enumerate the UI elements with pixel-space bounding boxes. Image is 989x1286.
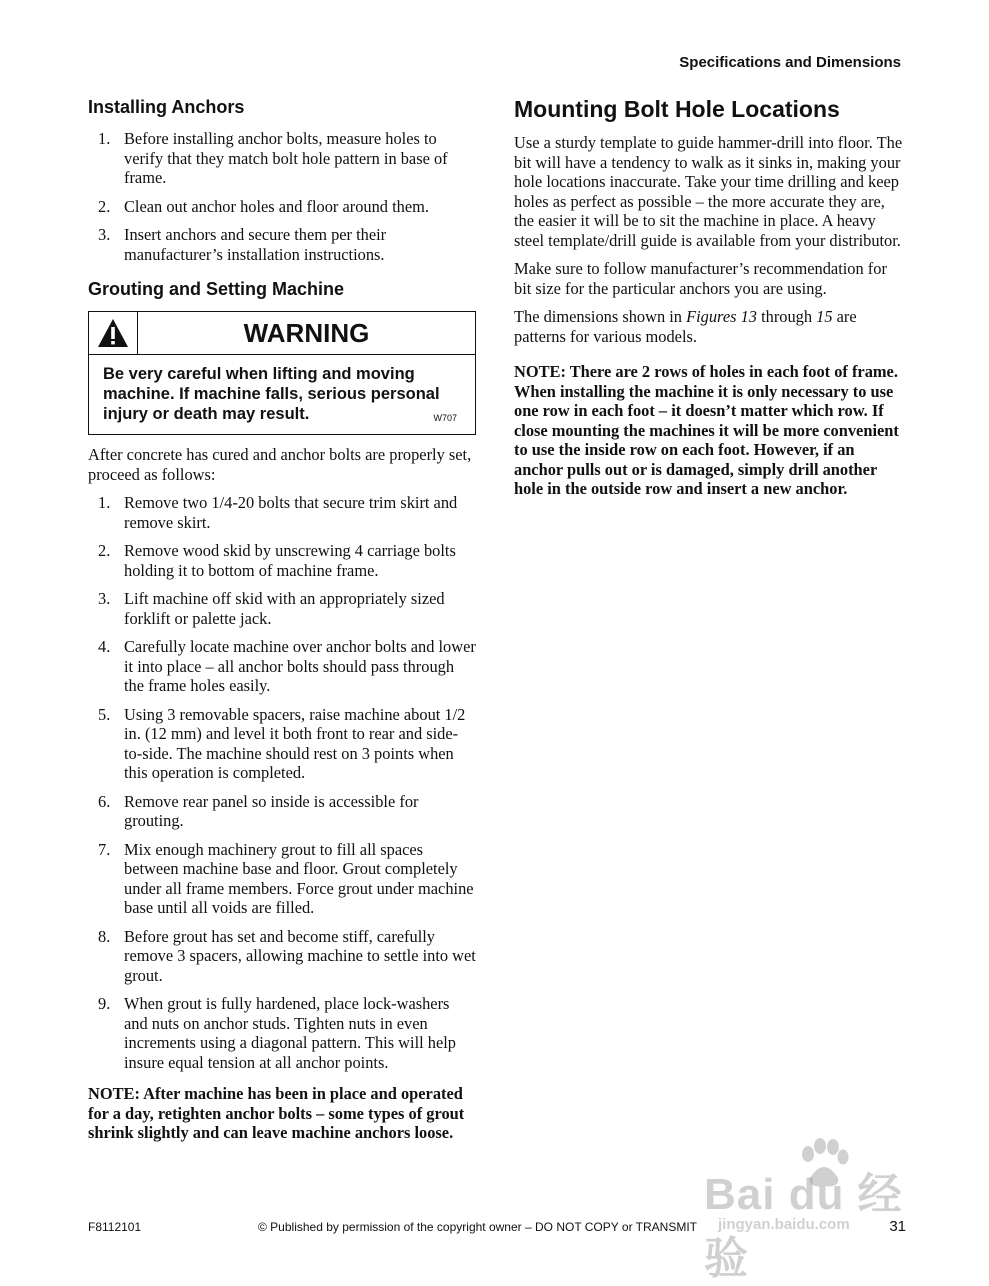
list-number: 6. bbox=[98, 791, 111, 811]
installing-anchors-heading: Installing Anchors bbox=[88, 97, 245, 117]
warning-body bbox=[89, 355, 475, 434]
list-number: 4. bbox=[98, 637, 111, 656]
list-text: Remove rear panel so inside is accessible for grouting. bbox=[124, 791, 419, 830]
mounting-para-1: Use a sturdy template to guide hammer-drill into floor. The bit will have a tendency to walk as it sinks in, making your hole locations inaccurate. Take your time drilling and keep holes as perfect as possible – the more accurate they are, the easier it will be to sit the machine in place. A heavy steel template/drill guide is available from your distributor. bbox=[514, 133, 903, 250]
list-item bbox=[88, 705, 476, 783]
list-text: Remove wood skid by unscrewing 4 carriage bolts holding it to bottom of machine frame. bbox=[124, 541, 456, 580]
para3-suffix: are patterns for various models. bbox=[514, 307, 857, 346]
figure-ref-15: 15 bbox=[816, 307, 833, 326]
watermark bbox=[704, 1138, 944, 1283]
warning-triangle-icon bbox=[96, 317, 130, 349]
grouting-steps-list bbox=[88, 493, 476, 1072]
mounting-heading: Mounting Bolt Hole Locations bbox=[514, 96, 840, 122]
list-number: 9. bbox=[98, 994, 111, 1013]
list-item bbox=[88, 840, 476, 918]
running-header: Specifications and Dimensions bbox=[679, 54, 901, 71]
warning-title: WARNING bbox=[243, 318, 370, 348]
right-column bbox=[514, 94, 906, 499]
page-number: 31 bbox=[889, 1218, 906, 1235]
mounting-para-3 bbox=[514, 307, 906, 346]
copyright-notice: © Published by permission of the copyright owner – DO NOT COPY or TRANSMIT bbox=[258, 1220, 698, 1234]
list-number: 1. bbox=[98, 129, 111, 148]
list-item bbox=[88, 197, 476, 217]
grouting-intro: After concrete has cured and anchor bolts are properly set, proceed as follows: bbox=[88, 445, 472, 484]
grouting-note: NOTE: After machine has been in place and operated for a day, retighten anchor bolts – some types of grout shrink slightly and can leave machine anchors loose. bbox=[88, 1084, 465, 1142]
list-item bbox=[88, 792, 476, 831]
watermark-url: jingyan.baidu.com bbox=[718, 1216, 850, 1233]
document-code: F8112101 bbox=[88, 1220, 142, 1234]
list-item bbox=[88, 225, 476, 264]
warning-code: W707 bbox=[433, 413, 457, 423]
warning-box bbox=[88, 311, 476, 435]
list-text: When grout is fully hardened, place lock-washers and nuts on anchor studs. Tighten nuts in even increments using a diagonal pattern. This will help insure equal tension at all anchor points. bbox=[124, 994, 456, 1072]
list-item bbox=[88, 994, 476, 1072]
list-number: 5. bbox=[98, 704, 111, 724]
warning-header bbox=[89, 312, 475, 355]
list-item bbox=[88, 927, 476, 986]
figure-ref-13: Figures 13 bbox=[686, 307, 757, 326]
list-text: Lift machine off skid with an appropriately sized forklift or palette jack. bbox=[124, 589, 445, 628]
list-number: 2. bbox=[98, 541, 111, 560]
list-text: Before installing anchor bolts, measure holes to verify that they match bolt hole pattern in base of frame. bbox=[124, 129, 448, 187]
list-text: Clean out anchor holes and floor around them. bbox=[124, 196, 429, 216]
list-number: 7. bbox=[98, 839, 111, 859]
warning-text: Be very careful when lifting and moving machine. If machine falls, serious personal injury or death may result. bbox=[103, 365, 440, 423]
installing-anchors-list bbox=[88, 129, 476, 264]
list-text: Carefully locate machine over anchor bolts and lower it into place – all anchor bolts should pass through the frame holes easily. bbox=[124, 637, 476, 695]
list-number: 2. bbox=[98, 196, 111, 216]
list-item bbox=[88, 541, 476, 580]
list-number: 8. bbox=[98, 926, 111, 946]
para3-prefix: The dimensions shown in bbox=[514, 307, 687, 326]
list-text: Using 3 removable spacers, raise machine about 1/2 in. (12 mm) and level it both front to rear and side-to-side. The machine should rest on 3 points when this operation is completed. bbox=[124, 704, 466, 782]
list-number: 3. bbox=[98, 589, 111, 608]
list-text: Before grout has set and become stiff, carefully remove 3 spacers, allowing machine to settle into wet grout. bbox=[124, 926, 476, 985]
para3-mid: through bbox=[756, 307, 817, 326]
mounting-note: NOTE: There are 2 rows of holes in each foot of frame. When installing the machine it is only necessary to use one row in each foot – it doesn’t matter which row. If close mounting the machines it will be more convenient to use the inside row on each foot. However, if an anchor pulls out or is damaged, simply drill another hole in the outside row and insert a new anchor. bbox=[514, 362, 899, 498]
list-item bbox=[88, 493, 476, 532]
list-item bbox=[88, 129, 476, 188]
watermark-main-text: Bai du 经验 bbox=[704, 1170, 903, 1283]
left-column bbox=[88, 94, 476, 1143]
list-number: 1. bbox=[98, 493, 111, 512]
list-item bbox=[88, 637, 476, 696]
grouting-heading: Grouting and Setting Machine bbox=[88, 279, 344, 299]
list-text: Insert anchors and secure them per their manufacturer’s installation instructions. bbox=[124, 225, 387, 264]
list-item bbox=[88, 589, 476, 628]
list-text: Mix enough machinery grout to fill all spaces between machine base and floor. Grout completely under all frame members. Force grout under machine base until all voids are filled. bbox=[124, 839, 474, 917]
list-number: 3. bbox=[98, 225, 111, 244]
mounting-para-2: Make sure to follow manufacturer’s recommendation for bit size for the particular anchors you are using. bbox=[514, 259, 887, 298]
list-text: Remove two 1/4-20 bolts that secure trim skirt and remove skirt. bbox=[124, 493, 458, 532]
warning-icon-cell bbox=[89, 312, 138, 354]
